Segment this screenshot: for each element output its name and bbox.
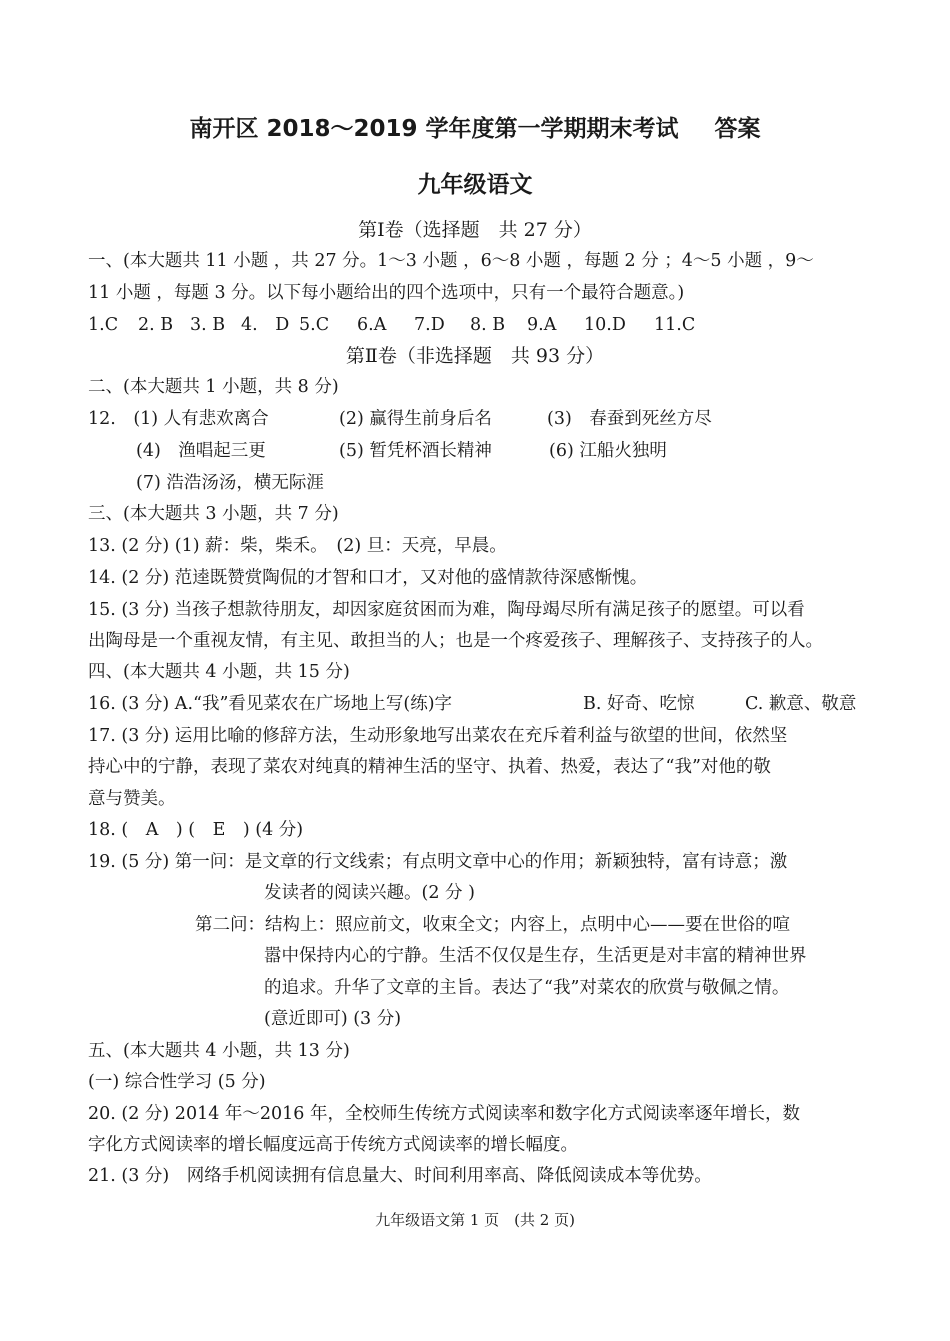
q12-item-1: 12. (1) 人有悲欢离合 [88,409,269,429]
part1-heading: 第Ⅰ卷（选择题 共 27 分） [358,219,592,241]
q13-answer: 13. (2 分) (1) 薪：柴，柴禾。 (2) 旦：天亮，早晨。 [88,536,507,556]
q16-answer [88,692,856,716]
q15-answer-line: 15. (3 分) 当孩子想款待朋友，却因家庭贫困而为难，陶母竭尽所有满足孩子的愿望。可以看 [88,600,805,620]
title-answer: 答案 [714,116,761,142]
section-5-title: 五、(本大题共 4 小题，共 13 分) [88,1041,350,1061]
answer-7: 7.D [414,315,445,335]
answer-9: 9.A [527,315,557,335]
section-2-title: 二、(本大题共 1 小题，共 8 分) [88,377,339,397]
part1-instruction-line: 11 小题 ，每题 3 分。以下每小题给出的四个选项中，只有一个最符合题意。) [88,283,685,303]
answer-4: 4. D [241,315,290,335]
document-title [0,114,950,144]
q15-answer-line: 出陶母是一个重视友情，有主见、敢担当的人；也是一个疼爱孩子、理解孩子、支持孩子的人。 [88,631,823,651]
answer-5: 5.C [299,315,330,335]
q12-item-4: (4) 渔唱起三更 [136,441,266,461]
answer-11: 11.C [654,315,696,335]
q16-part-c: C. 歉意、敬意 [745,694,857,714]
q19-answer-line: 嚣中保持内心的宁静。生活不仅仅是生存，生活更是对丰富的精神世界 [264,946,807,966]
q16-part-b: B. 好奇、吃惊 [583,694,695,714]
q14-answer: 14. (2 分) 范逵既赞赏陶侃的才智和口才，又对他的盛情款待深感惭愧。 [88,568,648,588]
answer-8: 8. B [470,315,506,335]
q12-line [88,407,712,431]
title-main: 南开区 2018～2019 学年度第一学期期末考试 [189,116,679,142]
q12-item-3: (3) 春蚕到死丝方尽 [547,409,712,429]
q17-answer-line: 17. (3 分) 运用比喻的修辞方法，生动形象地写出菜农在充斥着利益与欲望的世间，依然坚 [88,726,788,746]
q19-answer-line: 第二问：结构上：照应前文，收束全文；内容上，点明中心——要在世俗的喧 [195,915,790,935]
q17-answer-line: 意与赞美。 [88,789,176,809]
answer-1: 1.C [88,315,119,335]
multiple-choice-answers [88,313,695,337]
page-footer: 九年级语文第 1 页 (共 2 页) [375,1211,575,1229]
answer-10: 10.D [584,315,626,335]
answer-3: 3. B [190,315,226,335]
section-4-title: 四、(本大题共 4 小题，共 15 分) [88,662,350,682]
q19-answer-line: 19. (5 分) 第一问：是文章的行文线索；有点明文章中心的作用；新颖独特，富有诗意；激 [88,852,788,872]
q12-line [136,439,667,463]
section-3-title: 三、(本大题共 3 小题，共 7 分) [88,504,339,524]
q17-answer-line: 持心中的宁静，表现了菜农对纯真的精神生活的坚守、执着、热爱，表达了“我”对他的敬 [88,757,771,777]
q19-answer-line: (意近即可) (3 分) [264,1009,402,1029]
part1-instruction-line: 一、(本大题共 11 小题 ，共 27 分。1～3 小题 ，6～8 小题 ，每题 2 分 ；4～5 小题 ，9～ [88,251,814,271]
answer-6: 6.A [357,315,387,335]
answer-2: 2. B [138,315,174,335]
q19-answer-line: 的追求。升华了文章的主旨。表达了“我”对菜农的欣赏与敬佩之情。 [264,978,790,998]
q12-item-7: (7) 浩浩汤汤，横无际涯 [136,473,324,493]
q20-answer-line: 字化方式阅读率的增长幅度远高于传统方式阅读率的增长幅度。 [88,1135,578,1155]
q12-item-5: (5) 暂凭杯酒长精神 [339,441,492,461]
document-subtitle: 九年级语文 [417,172,533,198]
q12-item-2: (2) 赢得生前身后名 [339,409,492,429]
q16-part-a: 16. (3 分) A.“我”看见菜农在广场地上写(练)字 [88,694,453,714]
q20-answer-line: 20. (2 分) 2014 年～2016 年，全校师生传统方式阅读率和数字化方式阅读率逐年增长，数 [88,1104,801,1124]
q21-answer: 21. (3 分) 网络手机阅读拥有信息量大、时间利用率高、降低阅读成本等优势。 [88,1166,712,1186]
section-5-subtitle: (一) 综合性学习 (5 分) [88,1072,266,1092]
q12-item-6: (6) 江船火独明 [549,441,667,461]
q18-answer: 18. ( A ) ( E ) (4 分) [88,820,304,840]
q19-answer-line: 发读者的阅读兴趣。(2 分 ) [264,883,475,903]
part2-heading: 第Ⅱ卷（非选择题 共 93 分） [345,345,605,367]
